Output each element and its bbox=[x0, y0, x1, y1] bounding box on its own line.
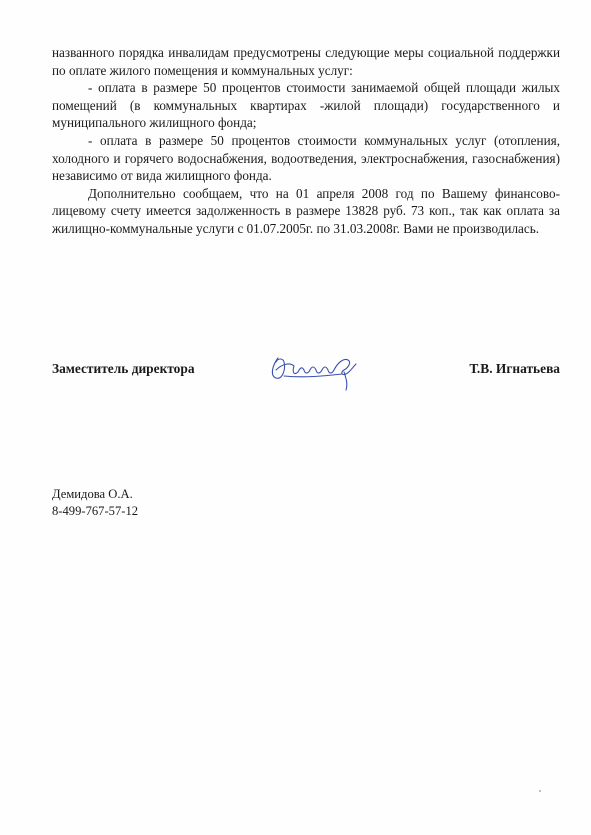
scan-speck bbox=[539, 790, 541, 792]
paragraph-bullet-utilities: - оплата в размере 50 процентов стоимости коммунальных услуг (отопления, холодного и горячего водоснабжения, водоотведения, электроснабжения, газоснабжения) независимо от вида жилищного фонда. bbox=[52, 132, 560, 184]
contact-person: Демидова О.А. bbox=[52, 487, 133, 501]
signatory-name: Т.В. Игнатьева bbox=[469, 361, 560, 376]
letter-body bbox=[52, 44, 560, 238]
paragraph-bullet-housing: - оплата в размере 50 процентов стоимости занимаемой общей площади жилых помещений (в коммунальных квартирах -жилой площади) государственного и муниципального жилищного фонда; bbox=[52, 80, 560, 131]
signature-block bbox=[52, 352, 560, 392]
paragraph-intro: названного порядка инвалидам предусмотрены следующие меры социальной поддержки по оплате жилого помещения и коммунальных услуг: bbox=[52, 45, 560, 78]
handwritten-signature bbox=[264, 352, 364, 392]
contact-block bbox=[52, 486, 138, 520]
contact-phone: 8-499-767-57-12 bbox=[52, 504, 139, 518]
signatory-role: Заместитель директора bbox=[52, 361, 195, 376]
paragraph-debt-notice: Дополнительно сообщаем, что на 01 апреля 2008 год по Вашему финансово-лицевому счету имеется задолженность в размере 13828 руб. 73 коп., так как оплата за жилищно-коммунальные услуги с 01.07.2005г. по 31.03.2008г. Вами не производилась. bbox=[52, 185, 560, 236]
